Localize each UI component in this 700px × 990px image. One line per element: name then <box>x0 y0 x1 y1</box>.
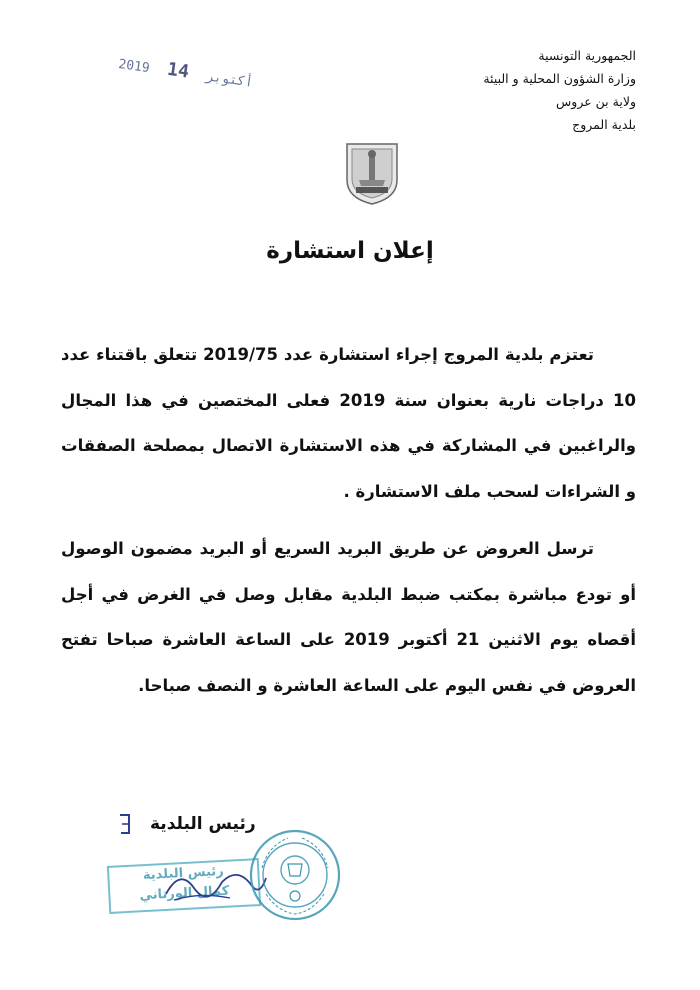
paragraph-1-text: تعتزم بلدية المروج إجراء استشارة عدد 2019/75 تتعلق باقتناء عدد 10 دراجات نارية بعنوان سنة 2019 فعلى المختصين في هذا المجال والراغبين في المشاركة في هذه الاستشارة الاتصال بمصلحة الصفقات و الشراءات لسحب ملف الاستشارة . <box>61 345 636 501</box>
letterhead-municipality: بلدية المروج <box>572 117 636 132</box>
signature-label: رئيس البلدية <box>150 814 256 834</box>
letterhead-governorate: ولاية بن عروس <box>556 94 636 109</box>
announcement-paragraph-1 <box>61 332 636 514</box>
letterhead <box>483 44 636 136</box>
paragraph-2-text: ترسل العروض عن طريق البريد السريع أو البريد مضمون الوصول أو تودع مباشرة بمكتب ضبط البلدية مقابل وصل في الغرض في أجل أقصاه يوم الاثنين 21 أكتوبر 2019 على الساعة العاشرة صباحا تفتح العروض في نفس اليوم على الساعة العاشرة و النصف صباحا. <box>61 539 636 695</box>
received-date-stamp <box>117 52 264 93</box>
mayor-stamp-title: رئيس البلدية <box>142 863 225 884</box>
date-stamp-year: 2019 <box>117 56 151 77</box>
letterhead-republic: الجمهورية التونسية <box>538 48 636 63</box>
municipality-emblem-icon <box>339 140 405 206</box>
letterhead-ministry: وزارة الشؤون المحلية و البيئة <box>483 71 636 86</box>
date-stamp-month: أكتوبر <box>205 69 254 91</box>
municipality-round-stamp-icon <box>248 828 342 922</box>
announcement-paragraph-2 <box>61 526 636 708</box>
mayor-stamp-name: كمال الورتاني <box>139 883 230 904</box>
pen-mark-icon <box>118 812 132 836</box>
date-stamp-day: 14 <box>165 58 191 83</box>
page-title: إعلان استشارة <box>266 238 434 264</box>
